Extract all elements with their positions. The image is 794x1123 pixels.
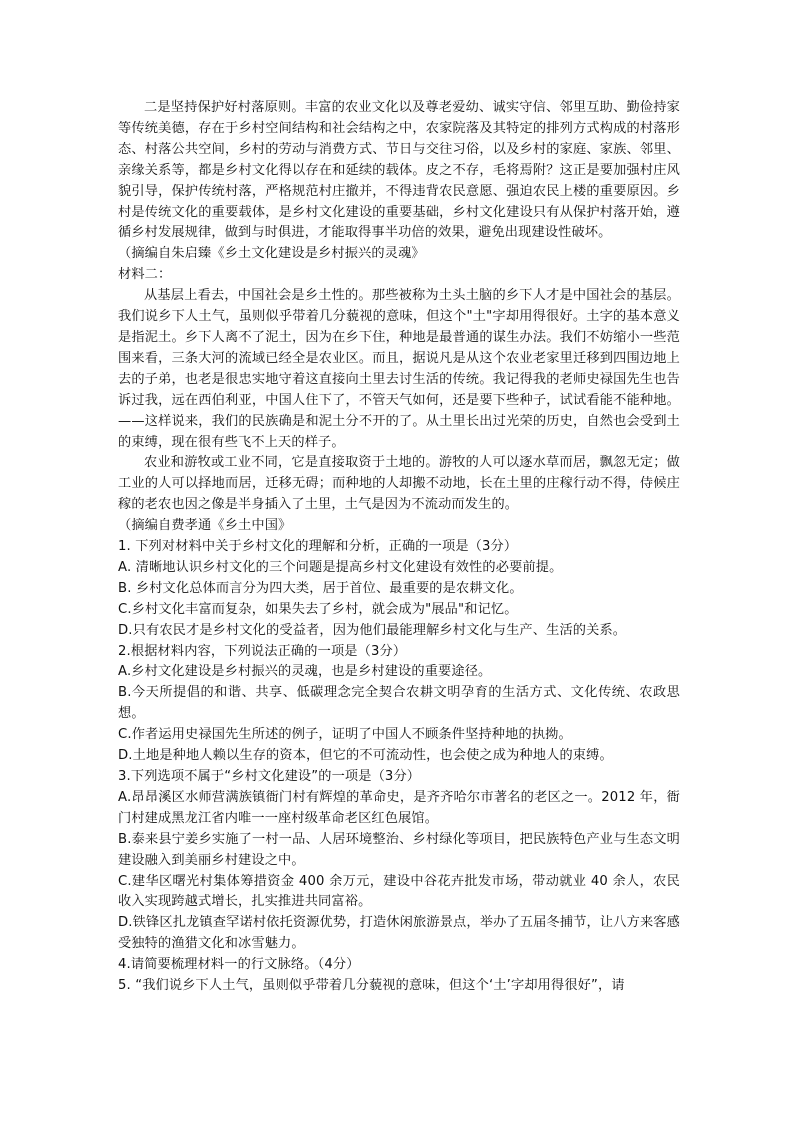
question-2-stem: 2.根据材料内容，下列说法正确的一项是（3分） xyxy=(118,643,407,659)
question-2-option-b: B.今天所提倡的和谐、共享、低碳理念完全契合农耕文明孕育的生活方式、文化传统、农政思想。 xyxy=(118,685,680,722)
document-page xyxy=(118,98,680,997)
question-2-option-c: C.作者运用史禄国先生所述的例子，证明了中国人不顾条件坚持种地的执拗。 xyxy=(118,727,572,743)
question-4-stem: 4.请简要梳理材料一的行文脉络。（4分） xyxy=(118,957,360,973)
question-3-option-d: D.铁锋区扎龙镇查罕诺村依托资源优势，打造休闲旅游景点，举办了五届冬捕节，让八方来客感受独特的渔猎文化和冰雪魅力。 xyxy=(118,915,680,952)
material-two-paragraph-one: 从基层上看去，中国社会是乡土性的。那些被称为土头土脑的乡下人才是中国社会的基层。我们说乡下人土气，虽则似乎带着几分藐视的意味，但这个"土"字却用得很好。土字的基本意义是指泥土。乡下人离不了泥土，因为在乡下住，种地是最普通的谋生办法。我们不妨缩小一些范围来看，三条大河的流域已经全是农业区。而且，据说凡是从这个农业老家里迁移到四围边地上去的子弟，也老是很忠实地守着这直接向土里去讨生活的传统。我记得我的老师史禄国先生也告诉过我，远在西伯利亚，中国人住下了，不管天气如何，还是要下些种子，试试看能不能种地。——这样说来，我们的民族确是和泥土分不开的了。从土里长出过光荣的历史，自然也会受到土的束缚，现在很有些飞不上天的样子。 xyxy=(118,288,680,450)
question-2-option-a: A.乡村文化建设是乡村振兴的灵魂，也是乡村建设的重要途径。 xyxy=(118,664,492,680)
question-5-stem: 5. “我们说乡下人土气，虽则似乎带着几分藐视的意味，但这个‘土’字却用得很好”，请 xyxy=(118,978,625,994)
source-citation-two: （摘编自费孝通《乡土中国》 xyxy=(118,518,292,534)
material-two-label: 材料二： xyxy=(118,267,172,283)
question-1-option-b: B. 乡村文化总体而言分为四大类，居于首位、最重要的是农耕文化。 xyxy=(118,580,523,596)
question-1-option-c: C.乡村文化丰富而复杂，如果失去了乡村，就会成为"展品"和记忆。 xyxy=(118,601,518,617)
question-2 xyxy=(118,642,680,767)
source-citation-one: （摘编自朱启臻《乡土文化建设是乡村振兴的灵魂》 xyxy=(118,246,425,262)
question-2-option-d: D.土地是种地人赖以生存的资本，但它的不可流动性，也会使之成为种地人的束缚。 xyxy=(118,748,613,764)
question-1 xyxy=(118,537,680,642)
question-3-stem: 3.下列选项不属于“乡村文化建设”的一项是（3分） xyxy=(118,769,421,784)
question-3-option-b: B.泰来县宁姜乡实施了一村一品、人居环境整治、乡村绿化等项目，把民族特色产业与生态文明建设融入到美丽乡村建设之中。 xyxy=(118,831,680,868)
question-3-option-a: A.昂昂溪区水师营满族镇衙门村有辉煌的革命史，是齐齐哈尔市著名的老区之一。2012 年，衙门村建成黑龙江省内唯一一座村级革命老区红色展馆。 xyxy=(118,789,680,826)
question-3-option-c: C.建华区曙光村集体筹措资金 400 余万元，建设中谷花卉批发市场，带动就业 40 余人，农民收入实现跨越式增长，扎实推进共同富裕。 xyxy=(118,873,680,910)
question-1-option-d: D.只有农民才是乡村文化的受益者，因为他们最能理解乡村文化与生产、生活的关系。 xyxy=(118,622,627,638)
material-two-paragraph-two: 农业和游牧或工业不同，它是直接取资于土地的。游牧的人可以逐水草而居，飘忽无定；做工业的人可以择地而居，迁移无碍；而种地的人却搬不动地，长在土里的庄稼行动不得，侍候庄稼的老农也因之像是半身插入了土里，土气是因为不流动而发生的。 xyxy=(118,455,680,513)
question-1-stem: 1. 下列对材料中关于乡村文化的理解和分析，正确的一项是（3分） xyxy=(118,539,518,555)
question-1-option-a: A. 清晰地认识乡村文化的三个问题是提高乡村文化建设有效性的必要前提。 xyxy=(118,559,563,575)
question-3 xyxy=(118,767,680,955)
material-one-paragraph: 二是坚持保护好村落原则。丰富的农业文化以及尊老爱幼、诚实守信、邻里互助、勤俭持家等传统美德，存在于乡村空间结构和社会结构之中，农家院落及其特定的排列方式构成的村落形态、村落公共空间，乡村的劳动与消费方式、节日与交往习俗，以及乡村的家庭、家族、邻里、亲缘关系等，都是乡村文化得以存在和延续的载体。皮之不存，毛将焉附？这正是要加强村庄风貌引导，保护传统村落，严格规范村庄撤并，不得违背农民意愿、强迫农民上楼的重要原因。乡村是传统文化的重要载体，是乡村文化建设的重要基础，乡村文化建设只有从保护村落开始，遵循乡村发展规律，做到与时俱进，才能取得事半功倍的效果，避免出现建设性破坏。 xyxy=(118,100,680,241)
